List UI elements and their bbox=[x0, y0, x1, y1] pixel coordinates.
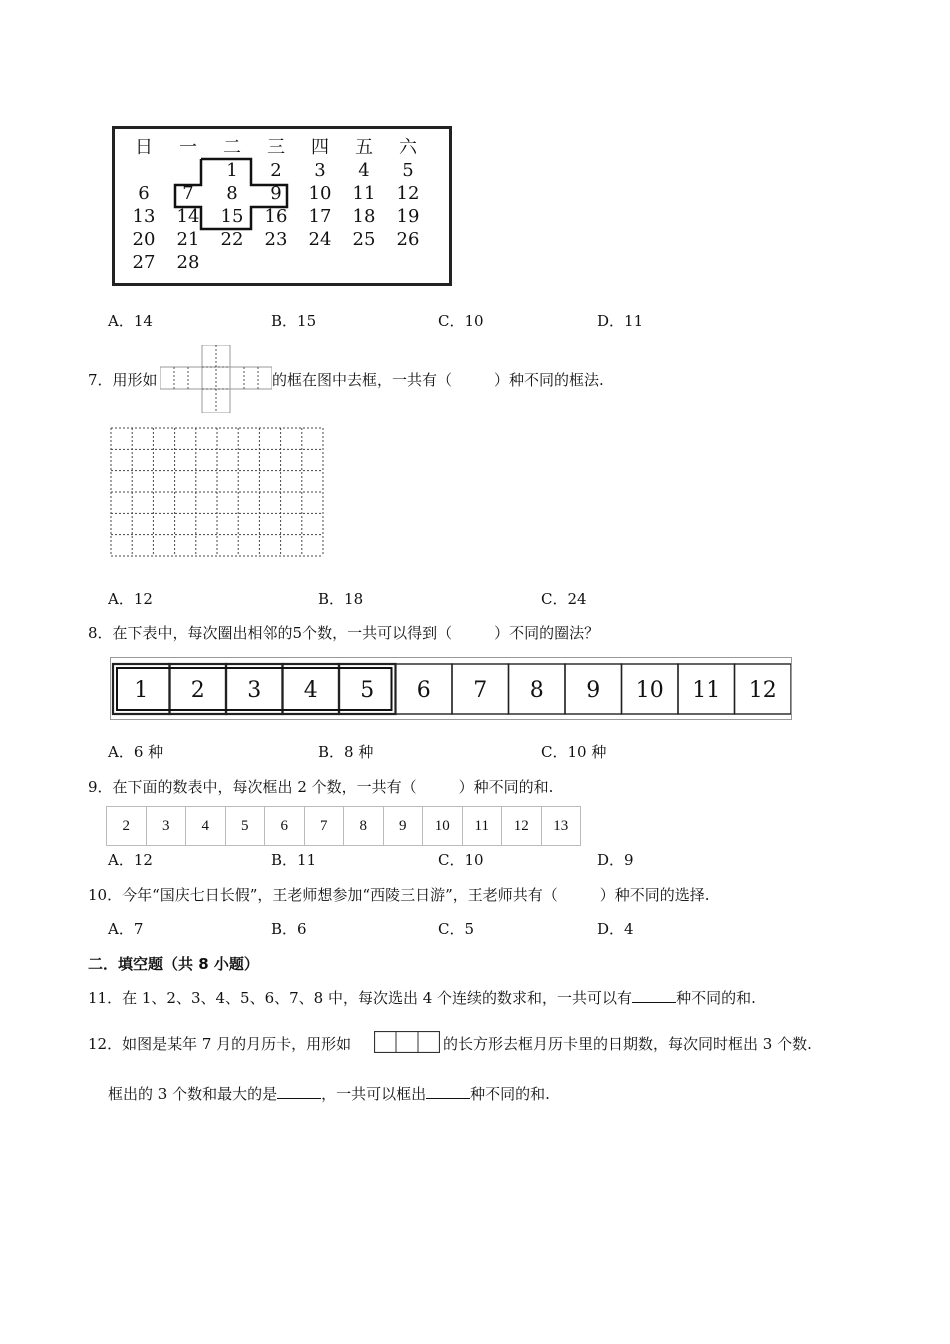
q12-answer-blank-1[interactable] bbox=[277, 1084, 321, 1099]
calendar-date-cell: 13 bbox=[132, 206, 156, 227]
strip-cell-number: 10 bbox=[635, 678, 664, 703]
table-cell: 4 bbox=[186, 807, 226, 846]
q8-text bbox=[88, 623, 599, 643]
calendar-date-cell: 18 bbox=[352, 206, 376, 227]
calendar-date-cell: 21 bbox=[176, 229, 200, 250]
calendar-weekday-header: 二 bbox=[223, 137, 241, 158]
q10-option-b[interactable]: B．6 bbox=[271, 920, 307, 938]
q9-text bbox=[88, 777, 553, 797]
q11-text-a: 11．在 1、2、3、4、5、6、7、8 中，每次选出 4 个连续的数求和，一共可以有 bbox=[88, 989, 633, 1007]
calendar-date-cell: 28 bbox=[176, 252, 200, 273]
table-cell: 6 bbox=[265, 807, 305, 846]
q7-option-a[interactable]: A．12 bbox=[108, 590, 153, 608]
calendar-date-cell: 17 bbox=[308, 206, 332, 227]
strip-cell-number: 3 bbox=[247, 678, 262, 703]
calendar-date-cell: 10 bbox=[308, 183, 332, 204]
table-cell: 9 bbox=[383, 807, 423, 846]
q9-option-a[interactable]: A．12 bbox=[108, 851, 153, 869]
strip-cell-number: 11 bbox=[692, 678, 721, 703]
strip-cell-number: 1 bbox=[134, 678, 149, 703]
calendar-weekday-header: 日 bbox=[135, 137, 153, 158]
strip-cell-number: 9 bbox=[586, 678, 601, 703]
q9-number-table bbox=[106, 806, 581, 846]
q7-option-c[interactable]: C．24 bbox=[541, 590, 587, 608]
q9-option-b[interactable]: B．11 bbox=[271, 851, 317, 869]
calendar-weekday-header: 三 bbox=[267, 137, 285, 158]
q8-text-a: 8．在下表中，每次圈出相邻的5个数，一共可以得到（ bbox=[88, 624, 453, 642]
q8-option-b[interactable]: B．8 种 bbox=[318, 743, 374, 761]
table-cell: 5 bbox=[225, 807, 265, 846]
calendar-date-cell: 7 bbox=[182, 183, 194, 204]
q10-text bbox=[88, 885, 710, 905]
q7-text-before: 7．用形如 bbox=[88, 371, 158, 389]
table-cell: 3 bbox=[146, 807, 186, 846]
q7-option-b[interactable]: B．18 bbox=[318, 590, 364, 608]
q10-text-a: 10．今年“国庆七日长假”，王老师想参加“西陵三日游”，王老师共有（ bbox=[88, 886, 558, 904]
calendar-date-cell: 15 bbox=[220, 206, 244, 227]
table-cell: 10 bbox=[423, 807, 463, 846]
q10-text-b: ）种不同的选择. bbox=[599, 886, 710, 904]
q12-line2-a: 框出的 3 个数和最大的是 bbox=[108, 1085, 278, 1103]
strip-cell-number: 6 bbox=[416, 678, 431, 703]
calendar-weekday-header: 四 bbox=[311, 137, 329, 158]
q11-answer-blank[interactable] bbox=[632, 988, 676, 1003]
calendar-date-cell: 8 bbox=[226, 183, 238, 204]
q8-text-b: ）不同的圈法？ bbox=[494, 624, 600, 642]
three-cell-rectangle-figure bbox=[374, 1031, 440, 1053]
calendar-date-cell: 6 bbox=[138, 183, 150, 204]
calendar-date-cell: 27 bbox=[132, 252, 156, 273]
calendar-date-cell: 20 bbox=[132, 229, 156, 250]
cross-shape-figure bbox=[160, 345, 272, 413]
calendar-date-cell: 11 bbox=[352, 183, 376, 204]
table-cell: 11 bbox=[462, 807, 502, 846]
calendar-date-cell: 25 bbox=[352, 229, 376, 250]
q7-text-after bbox=[272, 370, 604, 390]
q8-option-a[interactable]: A．6 种 bbox=[108, 743, 164, 761]
calendar-date-cell: 1 bbox=[226, 160, 238, 181]
q7-grid-figure bbox=[110, 427, 324, 557]
calendar-date-cell: 2 bbox=[270, 160, 282, 181]
calendar-date-cell: 26 bbox=[396, 229, 420, 250]
q8-number-strip bbox=[110, 657, 792, 720]
q12-line2 bbox=[108, 1084, 550, 1104]
calendar-date-cell: 19 bbox=[396, 206, 420, 227]
calendar-weekday-header: 五 bbox=[355, 137, 373, 158]
calendar-date-cell: 3 bbox=[314, 160, 326, 181]
calendar-date-cell: 14 bbox=[176, 206, 200, 227]
strip-cell-number: 5 bbox=[360, 678, 375, 703]
calendar-figure bbox=[112, 126, 452, 286]
calendar-date-cell: 22 bbox=[220, 229, 244, 250]
q12-text-b: 的长方形去框月历卡里的日期数，每次同时框出 3 个数. bbox=[443, 1035, 812, 1053]
q11-text bbox=[88, 988, 756, 1008]
table-cell: 8 bbox=[344, 807, 384, 846]
q7-text-after-a: 的框在图中去框，一共有（ bbox=[272, 371, 453, 389]
strip-cell-number: 8 bbox=[529, 678, 544, 703]
calendar-weekday-header: 一 bbox=[179, 137, 197, 158]
q9-table-row bbox=[107, 807, 581, 846]
table-cell: 2 bbox=[107, 807, 147, 846]
table-cell: 12 bbox=[502, 807, 542, 846]
q9-text-a: 9．在下面的数表中，每次框出 2 个数，一共有（ bbox=[88, 778, 417, 796]
q6-option-a[interactable]: A．14 bbox=[108, 312, 153, 330]
section-2-title: 二．填空题（共 8 小题） bbox=[88, 955, 259, 973]
q9-text-b: ）种不同的和. bbox=[458, 778, 554, 796]
calendar-date-cell: 23 bbox=[264, 229, 288, 250]
q8-option-c[interactable]: C．10 种 bbox=[541, 743, 607, 761]
strip-cell-number: 4 bbox=[303, 678, 318, 703]
q6-option-d[interactable]: D．11 bbox=[597, 312, 644, 330]
table-cell: 13 bbox=[541, 807, 581, 846]
strip-cell-number: 12 bbox=[748, 678, 777, 703]
q10-option-c[interactable]: C．5 bbox=[438, 920, 475, 938]
q9-option-c[interactable]: C．10 bbox=[438, 851, 484, 869]
q11-text-b: 种不同的和. bbox=[676, 989, 756, 1007]
q10-option-a[interactable]: A．7 bbox=[108, 920, 144, 938]
calendar-weekday-header: 六 bbox=[399, 137, 417, 158]
calendar-date-cell: 12 bbox=[396, 183, 420, 204]
calendar-date-cell: 24 bbox=[308, 229, 332, 250]
q10-option-d[interactable]: D．4 bbox=[597, 920, 634, 938]
table-cell: 7 bbox=[304, 807, 344, 846]
q12-text-a: 12．如图是某年 7 月的月历卡，用形如 bbox=[88, 1035, 352, 1053]
strip-cell-number: 2 bbox=[190, 678, 205, 703]
calendar-date-cell: 9 bbox=[270, 183, 282, 204]
q6-option-b[interactable]: B．15 bbox=[271, 312, 317, 330]
strip-cell-number: 7 bbox=[473, 678, 488, 703]
calendar-date-cell: 4 bbox=[358, 160, 370, 181]
calendar-date-cell: 5 bbox=[402, 160, 414, 181]
q6-option-c[interactable]: C．10 bbox=[438, 312, 484, 330]
q12-answer-blank-2[interactable] bbox=[426, 1084, 470, 1099]
q12-line2-c: 种不同的和. bbox=[470, 1085, 550, 1103]
q7-text-after-b: ）种不同的框法. bbox=[494, 371, 604, 389]
calendar-date-cell: 16 bbox=[264, 206, 288, 227]
q9-option-d[interactable]: D．9 bbox=[597, 851, 634, 869]
q12-line2-b: ，一共可以框出 bbox=[321, 1085, 427, 1103]
